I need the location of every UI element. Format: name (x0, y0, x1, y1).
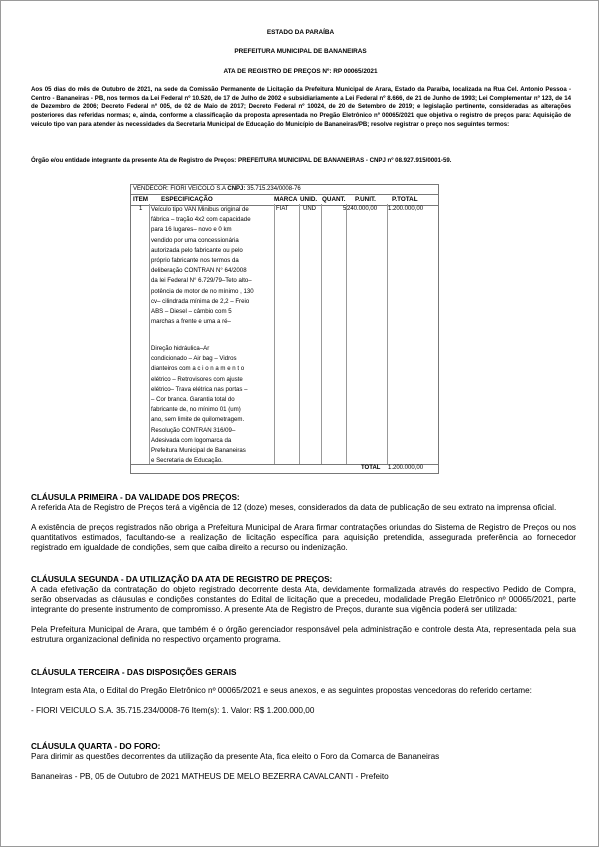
spec-line: vendido por uma concessionária (151, 236, 239, 244)
spec-line: ano, sem limite de quilometragem. (151, 416, 245, 424)
spec-line: cv– cilindrada mínima de 2,2 – Freio (151, 297, 250, 305)
clausula-terceira-title: CLÁUSULA TERCEIRA - DAS DISPOSIÇÕES GERAIS (31, 668, 237, 677)
col-divider (346, 204, 347, 464)
ata-title: ATA DE REGISTRO DE PREÇOS Nº: RP 00065/2021 (223, 68, 378, 75)
vendor-cnpj: 35.715.234/0008-76 (245, 186, 301, 192)
col-punit-header: P.UNIT. (355, 196, 376, 203)
spec-line: potência de motor de no mínimo , 130 (151, 287, 254, 295)
col-divider (387, 204, 388, 464)
total-label: TOTAL (361, 465, 381, 471)
col-divider (321, 204, 322, 464)
spec-line: – Cor branca. Garantia total do (151, 396, 235, 404)
col-marca-header: MARCA (274, 196, 298, 203)
clausula-quarta-title: CLÁUSULA QUARTA - DO FORO: (31, 742, 161, 751)
spec-line: deliberação CONTRAN N° 64/2008 (151, 267, 247, 275)
row-quant: 5 (343, 206, 347, 212)
clausula-segunda (31, 575, 576, 645)
col-divider (149, 204, 150, 464)
spec-block-a (151, 205, 274, 327)
state-heading: ESTADO DA PARAÍBA (266, 29, 335, 36)
intro-paragraph: Aos 05 dias do mês de Outubro de 2021, na sede da Comissão Permanente de Licitação da Prefeitura Municipal de Arara, Estado da Paraíba, localizada na Rua Cel. Antonio Pessoa - Centro - Bananeiras - PB, nos termos da Lei Federal nº 10.520, de 17 de Julho de 2002 e subsidiariamente a Lei Federal nº 8.666, de 21 de Junho de 1993; Lei Complementar nº 123, de 14 de Dezembro de 2006; Decreto Federal nº 005, de 02 de Maio de 2017; Decreto Federal nº 10024, de 20 de Setembro de 2019; e legislação pertinente, consideradas as alterações posteriores das referidas normas; e, ainda, conforme a classificação da proposta apresentada no Pregão Eletrônico nº 00065/2021 que objetiva o registro de preços para: Aquisição de veiculo tipo van para atender às necessidades da Secretaria Municipal de Educação do Município de Bananeiras/PB; resolve registrar o preço nos seguintes termos: (31, 86, 571, 128)
clausula-terceira-p2: - FIORI VEICULO S.A. 35.715.234/0008-76 Item(s): 1. Valor: R$ 1.200.000,00 (31, 706, 315, 715)
spec-line: próprio fabricante nos termos da (151, 257, 239, 265)
spec-line: Veículo tipo VAN Minibus original de (151, 206, 249, 213)
clausula-quarta-p1: Para dirimir as questões decorrentes da utilização da presente Ata, fica eleito o Foro da Comarca de Bananeiras (31, 752, 440, 761)
spec-line: condicionado – Air bag – Vidros (151, 355, 237, 363)
spec-line: da lei Federal N° 6.729/79–Teto alto– (151, 277, 252, 285)
row-marca: FIAT (276, 206, 289, 212)
signature-line: Bananeiras - PB, 05 de Outubro de 2021 MATHEUS DE MELO BEZERRA CAVALCANTI - Prefeito (31, 772, 389, 781)
spec-block-b (151, 344, 274, 466)
orgao-line: Órgão e/ou entidade integrante da presente Ata de Registro de Preços: PREFEITURA MUNICIPAL DE BANANEIRAS - CNPJ nº 08.927.915/0001-59. (31, 157, 452, 164)
col-divider (274, 204, 275, 464)
vendor-line (133, 186, 301, 192)
vendor-cnpj-label: CNPJ: (227, 186, 246, 192)
row-unid: UND (303, 206, 316, 212)
col-quant-header: QUANT. (322, 196, 346, 203)
spec-line: ABS – Diesel – câmbio com 5 (151, 308, 232, 316)
spec-line: Prefeitura Municipal de Bananeiras (151, 447, 246, 455)
spec-line: e Secretaria de Educação. (151, 457, 223, 465)
spec-line: Direção hidráulica–Ar (151, 345, 210, 352)
prefeitura-heading: PREFEITURA MUNICIPAL DE BANANEIRAS (234, 48, 367, 55)
clausula-terceira (31, 668, 576, 716)
col-unid-header: UNID. (300, 196, 318, 203)
row-punit: 240.000,00 (347, 206, 378, 212)
total-value: 1.200.000,00 (388, 465, 424, 471)
spec-line: elétrico – Retrovisores com ajuste (151, 375, 243, 383)
vendor-name: VENDECOR: FIORI VEICOLO S.A (133, 186, 228, 192)
col-item-header: ITEM (133, 196, 149, 203)
clausula-segunda-p2: Pela Prefeitura Municipal de Arara, que também é o órgão gerenciador responsável pela administração e controle desta Ata, representada pela sua estrutura organizacional definida no respectivo orçamento programa. (31, 625, 576, 644)
clausula-primeira (31, 493, 576, 553)
spec-line: fabricante de, no mínimo 01 (um) (151, 406, 241, 414)
clausula-segunda-p1: A cada efetivação da contratação do objeto registrado decorrente desta Ata, devidamente formalizada através do respectivo Pedido de Compra, serão observadas as cláusulas e condições constantes do Edital de licitação que a precedeu, modalidade Pregão Eletrônico nº 00065/2021, parte integrante do presente instrumento de compromisso. A presente Ata de Registro de Preços, durante sua vigência poderá ser utilizada: (31, 585, 576, 614)
col-divider (299, 204, 300, 464)
clausula-primeira-p1: A referida Ata de Registro de Preços terá a vigência de 12 (doze) meses, considerados da data de publicação de seu extrato na imprensa oficial. (31, 503, 557, 512)
spec-line: fábrica – tração 4x2 com capacidade (151, 216, 251, 224)
spec-line: Adesivada com logomarca da (151, 436, 232, 444)
spec-line: autorizada pelo fabricante ou pelo (151, 246, 243, 254)
col-ptotal-header: P.TOTAL (392, 196, 418, 203)
clausula-primeira-p2: A existência de preços registrados não obriga a Prefeitura Municipal de Arara firmar contratações oriundas do Sistema de Registro de Preços ou nos quantitativos estimados, facultando-se a realização de licitação específica para aquisição pretendida, assegurada preferência ao fornecedor registrado em igualdade de condições, sem que caiba direito a recurso ou indenização. (31, 523, 576, 552)
spec-line: elétrico– Trava elétrica nas portas – (151, 385, 248, 393)
clausula-primeira-title: CLÁUSULA PRIMEIRA - DA VALIDADE DOS PREÇOS: (31, 493, 240, 502)
clausula-quarta (31, 742, 576, 782)
row-ptotal: 1.200.000,00 (388, 206, 424, 212)
total-row (131, 464, 438, 474)
col-spec-header: ESPECIFICAÇÃO (161, 196, 213, 203)
spec-line: marchas a frente e uma a ré– (151, 318, 231, 326)
spec-line: para 16 lugares– novo e 0 km (151, 226, 232, 234)
clausula-segunda-title: CLÁUSULA SEGUNDA - DA UTILIZAÇÃO DA ATA DE REGISTRO DE PREÇOS: (31, 575, 333, 584)
price-table (130, 184, 439, 474)
spec-line: Resolução CONTRAN 316/09– (151, 426, 236, 434)
spec-line: dianteiros com a c i o n a m e n t o (151, 365, 245, 373)
clausula-terceira-p1: Integram esta Ata, o Edital do Pregão Eletrônico nº 00065/2021 e seus anexos, e as seguintes propostas vencedoras do referido certame: (31, 686, 532, 695)
row-item: 1 (139, 206, 143, 212)
